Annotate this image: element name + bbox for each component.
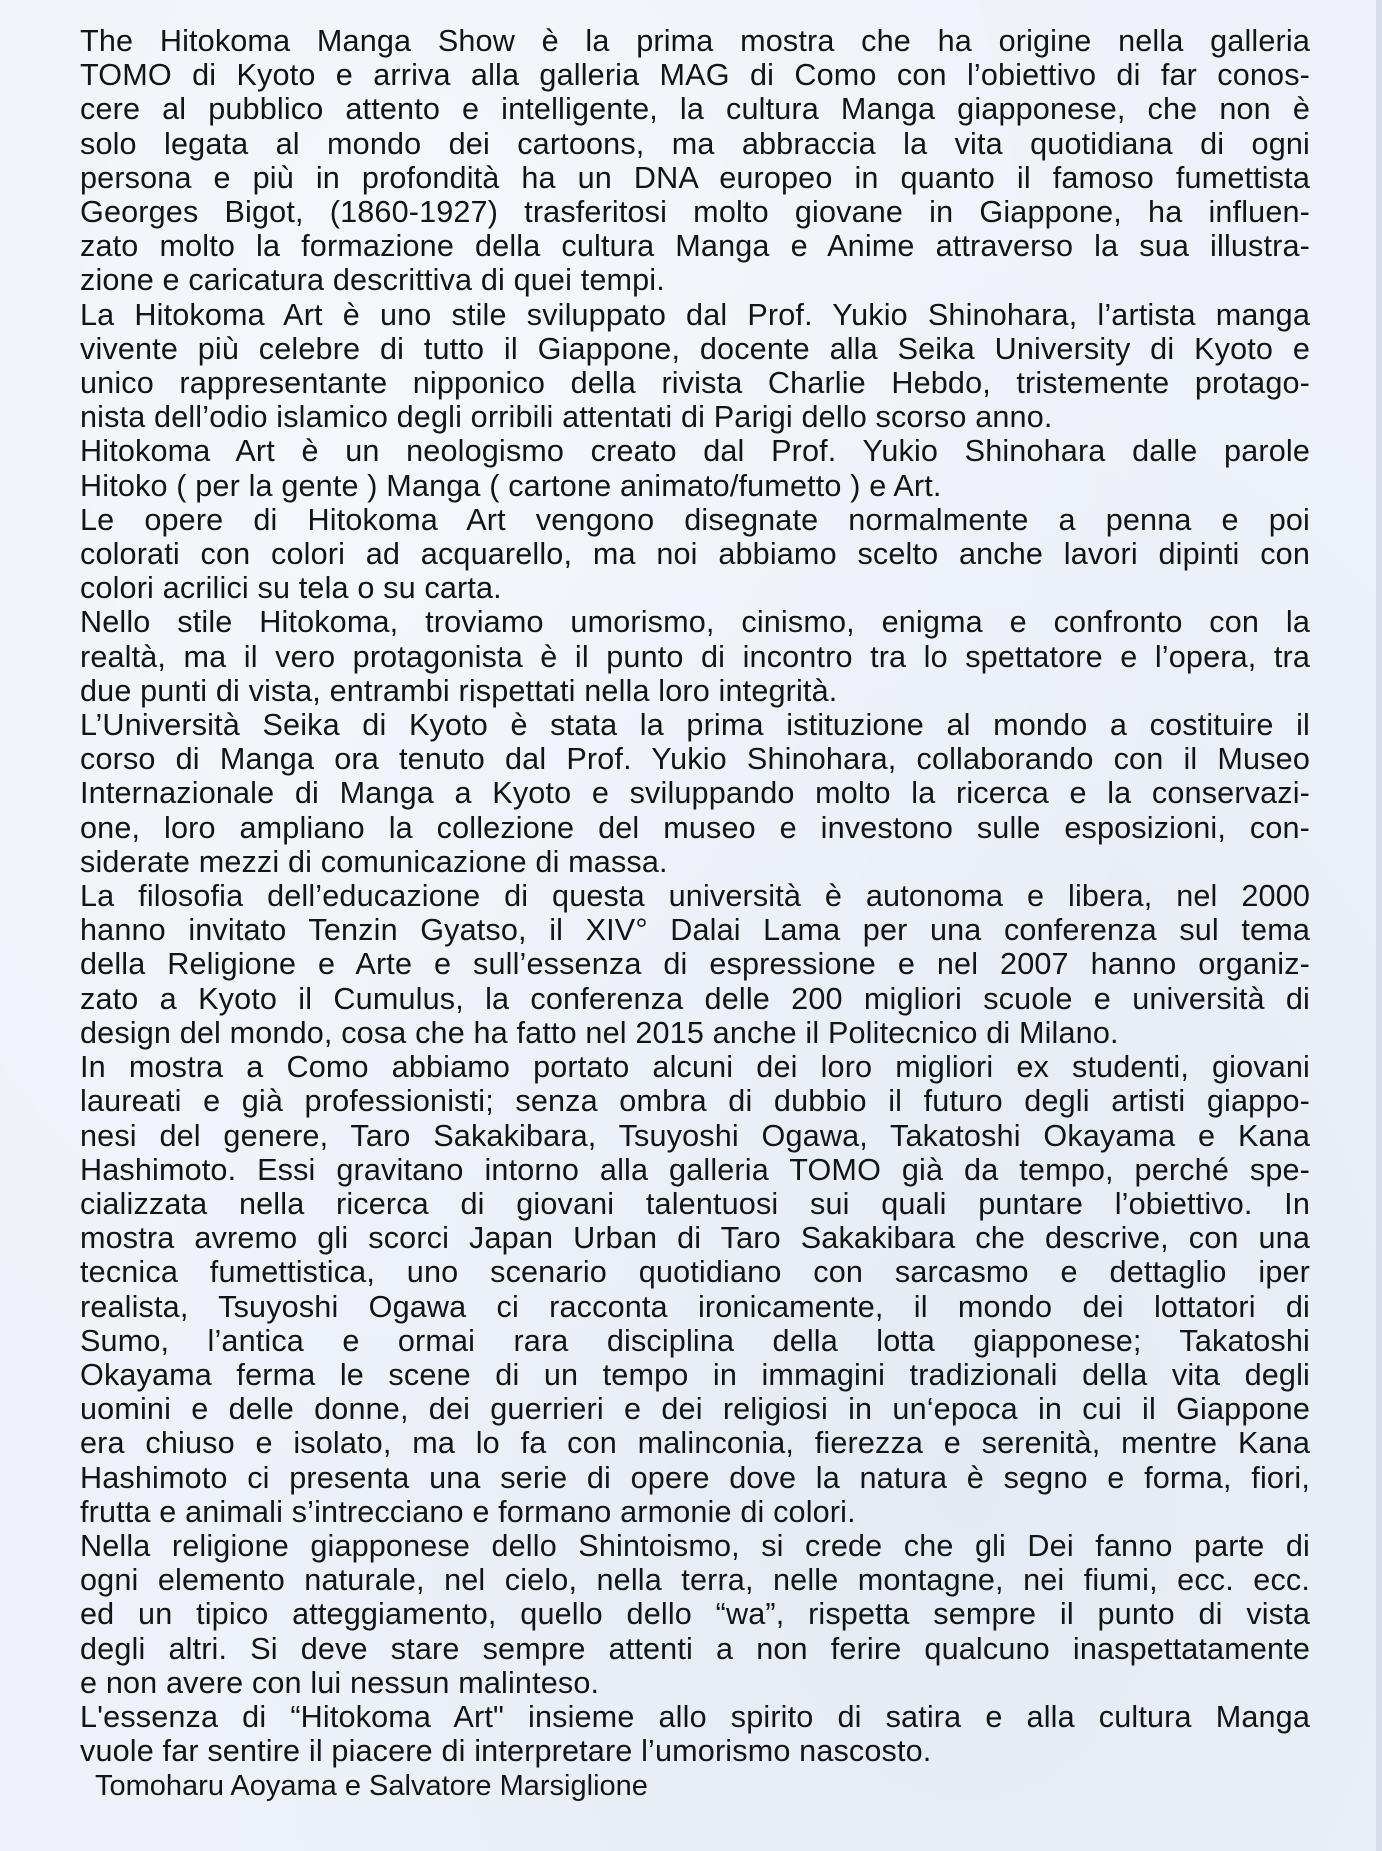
paragraph-intro (80, 24, 1310, 298)
paragraph-seika-university (80, 708, 1310, 879)
text-line: due punti di vista, entrambi rispettati nella loro integrità. (80, 673, 838, 708)
text-line: Internazionale di Manga a Kyoto e sviluppando molto la ricerca e la conservazi- (80, 776, 1310, 811)
text-line: era chiuso e isolato, ma lo fa con malinconia, fierezza e serenità, mentre Kana (80, 1426, 1310, 1461)
text-line: realista, Tsuyoshi Ogawa ci racconta ironicamente, il mondo dei lottatori di (80, 1289, 1310, 1324)
text-line: Hashimoto ci presenta una serie di opere dove la natura è segno e forma, fiori, (80, 1460, 1310, 1495)
text-line: colorati con colori ad acquarello, ma noi abbiamo scelto anche lavori dipinti con (80, 537, 1310, 572)
text-line: Nella religione giapponese dello Shintoismo, si crede che gli Dei fanno parte di (80, 1528, 1310, 1563)
text-line: one, loro ampliano la collezione del museo e investono sulle esposizioni, con- (80, 810, 1310, 845)
author-signature: Tomoharu Aoyama e Salvatore Marsiglione (95, 1770, 648, 1802)
text-line: La Hitokoma Art è uno stile sviluppato dal Prof. Yukio Shinohara, l’artista manga (80, 297, 1310, 332)
text-line: colori acrilici su tela o su carta. (80, 571, 502, 606)
paragraph-essence (80, 1700, 1310, 1768)
text-line: zione e caricatura descrittiva di quei tempi. (80, 263, 665, 298)
paragraph-neologism (80, 434, 1310, 502)
text-line: nesi del genere, Taro Sakakibara, Tsuyoshi Ogawa, Takatoshi Okayama e Kana (80, 1118, 1310, 1153)
text-line: siderate mezzi di comunicazione di massa. (80, 844, 668, 879)
text-line: cializzata nella ricerca di giovani talentuosi sui quali puntare l’obiettivo. In (80, 1186, 1310, 1221)
text-line: ogni elemento naturale, nel cielo, nella terra, nelle montagne, nei fiumi, ecc. ecc. (80, 1563, 1310, 1598)
text-line: tecnica fumettistica, uno scenario quotidiano con sarcasmo e dettaglio iper (80, 1255, 1310, 1290)
text-line: hanno invitato Tenzin Gyatso, il XIV° Dalai Lama per una conferenza sul tema (80, 913, 1310, 948)
text-line: corso di Manga ora tenuto dal Prof. Yukio Shinohara, collaborando con il Museo (80, 742, 1310, 777)
text-line: nista dell’odio islamico degli orribili attentati di Parigi dello scorso anno. (80, 400, 1053, 435)
text-line: In mostra a Como abbiamo portato alcuni dei loro migliori ex studenti, giovani (80, 1050, 1310, 1085)
text-line: solo legata al mondo dei cartoons, ma abbraccia la vita quotidiana di ogni (80, 126, 1310, 161)
text-line: TOMO di Kyoto e arriva alla galleria MAG di Como con l’obiettivo di far conos- (80, 58, 1310, 93)
paragraph-hitokoma-style (80, 298, 1310, 435)
text-line: La filosofia dell’educazione di questa università è autonoma e libera, nel 2000 (80, 879, 1310, 914)
text-line: ed un tipico atteggiamento, quello dello “wa”, rispetta sempre il punto di vista (80, 1597, 1310, 1632)
text-line: Hashimoto. Essi gravitano intorno alla galleria TOMO già da tempo, perché spe- (80, 1152, 1310, 1187)
text-line: L’Università Seika di Kyoto è stata la prima istituzione al mondo a costituire il (80, 708, 1310, 743)
paragraph-philosophy (80, 879, 1310, 1050)
text-line: mostra avremo gli scorci Japan Urban di Taro Sakakibara che descrive, con una (80, 1221, 1310, 1256)
text-line: vuole far sentire il piacere di interpretare l’umorismo nascosto. (80, 1734, 932, 1769)
text-line: frutta e animali s’intrecciano e formano armonie di colori. (80, 1494, 856, 1529)
text-line: realtà, ma il vero protagonista è il punto di incontro tra lo spettatore e l’opera, tra (80, 639, 1310, 674)
text-line: zato a Kyoto il Cumulus, la conferenza delle 200 migliori scuole e università di (80, 981, 1310, 1016)
text-line: e non avere con lui nessun malinteso. (80, 1665, 600, 1700)
paragraph-style-themes (80, 605, 1310, 708)
paragraph-shintoism (80, 1529, 1310, 1700)
text-line: Okayama ferma le scene di un tempo in immagini tradizionali della vita degli (80, 1357, 1310, 1392)
paragraph-works (80, 503, 1310, 606)
text-line: degli altri. Si deve stare sempre attenti a non ferire qualcuno inaspettatamente (80, 1631, 1310, 1666)
text-line: uomini e delle donne, dei guerrieri e dei religiosi in un‘epoca in cui il Giappone (80, 1392, 1310, 1427)
text-line: laureati e già professionisti; senza ombra di dubbio il futuro degli artisti giappo- (80, 1084, 1310, 1119)
text-line: Georges Bigot, (1860-1927) trasferitosi molto giovane in Giappone, ha influen- (80, 195, 1310, 230)
text-line: design del mondo, cosa che ha fatto nel 2015 anche il Politecnico di Milano. (80, 1015, 1119, 1050)
text-line: L'essenza di “Hitokoma Art" insieme allo spirito di satira e alla cultura Manga (80, 1699, 1310, 1734)
text-line: Nello stile Hitokoma, troviamo umorismo, cinismo, enigma e confronto con la (80, 605, 1310, 640)
text-line: Le opere di Hitokoma Art vengono disegnate normalmente a penna e poi (80, 502, 1310, 537)
text-line: vivente più celebre di tutto il Giappone, docente alla Seika University di Kyoto e (80, 331, 1310, 366)
document-body (80, 24, 1310, 1768)
text-line: Sumo, l’antica e ormai rara disciplina della lotta giapponese; Takatoshi (80, 1323, 1310, 1358)
paragraph-exhibition (80, 1050, 1310, 1529)
text-line: della Religione e Arte e sull’essenza di espressione e nel 2007 hanno organiz- (80, 947, 1310, 982)
text-line: Hitoko ( per la gente ) Manga ( cartone animato/fumetto ) e Art. (80, 468, 942, 503)
page-edge (1376, 0, 1382, 1851)
text-line: Hitokoma Art è un neologismo creato dal Prof. Yukio Shinohara dalle parole (80, 434, 1310, 469)
text-line: zato molto la formazione della cultura Manga e Anime attraverso la sua illustra- (80, 229, 1310, 264)
text-line: persona e più in profondità ha un DNA europeo in quanto il famoso fumettista (80, 160, 1310, 195)
text-line: The Hitokoma Manga Show è la prima mostra che ha origine nella galleria (80, 24, 1310, 58)
text-line: cere al pubblico attento e intelligente, la cultura Manga giapponese, che non è (80, 92, 1310, 127)
text-line: unico rappresentante nipponico della rivista Charlie Hebdo, tristemente protago- (80, 366, 1310, 401)
